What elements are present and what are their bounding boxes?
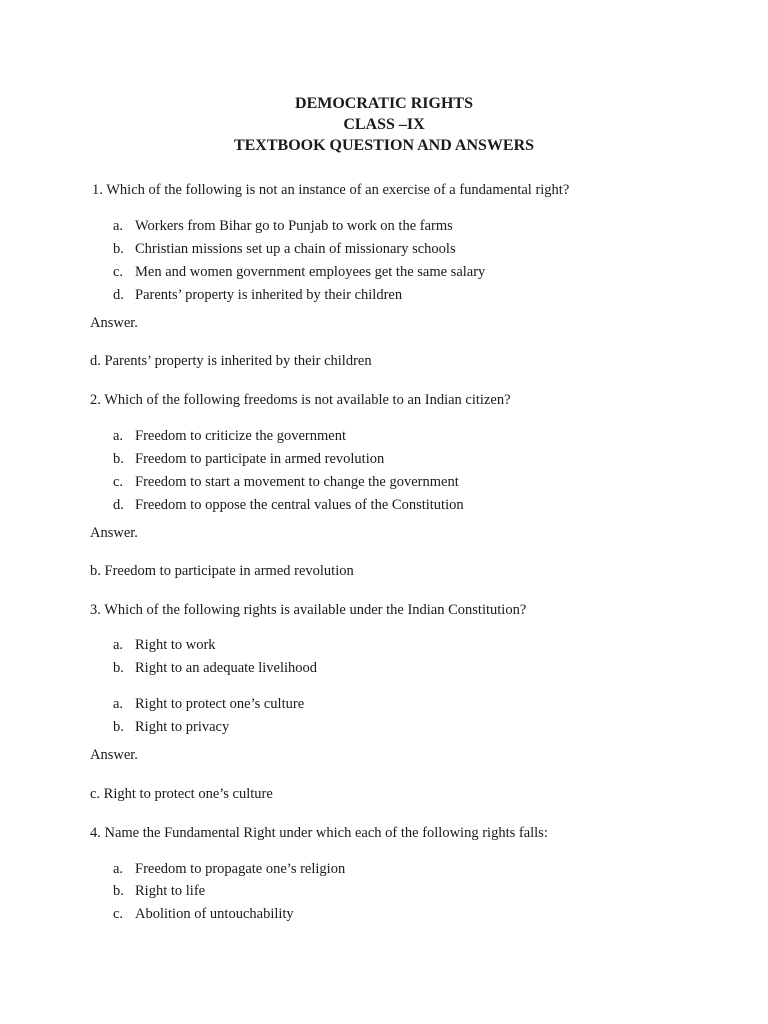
q4-option-c-text: Abolition of untouchability [135, 906, 294, 922]
q2-option-c-letter: c. [113, 474, 124, 490]
title-line-3: TEXTBOOK QUESTION AND ANSWERS [233, 137, 535, 154]
q4-option-a-letter: a. [113, 861, 124, 877]
q2-option-b-letter: b. [113, 451, 124, 467]
q3-option-a-text: Right to work [135, 637, 216, 653]
q2-option-d-letter: d. [113, 497, 124, 513]
question-2: 2. Which of the following freedoms is not available to an Indian citizen? [90, 392, 511, 408]
q3-option-d-text: Right to privacy [135, 719, 230, 735]
q2-answer-label: Answer. [90, 525, 138, 541]
question-1: 1. Which of the following is not an instance of an exercise of a fundamental right? [92, 182, 570, 198]
q2-option-b-text: Freedom to participate in armed revolution [135, 451, 385, 467]
q4-option-a-text: Freedom to propagate one’s religion [135, 861, 346, 877]
q1-option-b-letter: b. [113, 241, 124, 257]
question-3: 3. Which of the following rights is available under the Indian Constitution? [90, 602, 527, 618]
q1-answer: d. Parents’ property is inherited by their children [90, 353, 372, 369]
question-4: 4. Name the Fundamental Right under which each of the following rights falls: [90, 825, 548, 841]
q2-option-d-text: Freedom to oppose the central values of the Constitution [135, 497, 464, 513]
q2-answer: b. Freedom to participate in armed revolution [90, 563, 354, 579]
q3-option-c-letter: a. [113, 696, 124, 712]
q3-answer-label: Answer. [90, 747, 138, 763]
q1-option-c-letter: c. [113, 264, 124, 280]
q3-option-b-text: Right to an adequate livelihood [135, 660, 318, 676]
q3-answer: c. Right to protect one’s culture [90, 786, 273, 802]
q2-option-a-text: Freedom to criticize the government [135, 428, 346, 444]
q1-option-d-letter: d. [113, 287, 124, 303]
q2-option-c-text: Freedom to start a movement to change the government [135, 474, 459, 490]
document-title [0, 93, 768, 156]
q3-option-b-letter: b. [113, 660, 124, 676]
q3-option-d-letter: b. [113, 719, 124, 735]
q1-option-d-text: Parents’ property is inherited by their children [135, 287, 403, 303]
q1-option-a-text: Workers from Bihar go to Punjab to work on the farms [135, 218, 453, 234]
q2-option-a-letter: a. [113, 428, 124, 444]
q4-option-b-letter: b. [113, 883, 124, 899]
q1-option-a-letter: a. [113, 218, 124, 234]
q3-option-c-text: Right to protect one’s culture [135, 696, 305, 712]
q4-option-b-text: Right to life [135, 883, 206, 899]
q4-option-c-letter: c. [113, 906, 124, 922]
q1-option-b-text: Christian missions set up a chain of missionary schools [135, 241, 456, 257]
title-line-1: DEMOCRATIC RIGHTS [295, 95, 473, 112]
title-line-2: CLASS –IX [343, 116, 425, 133]
q1-option-c-text: Men and women government employees get the same salary [135, 264, 486, 280]
q3-option-a-letter: a. [113, 637, 124, 653]
q1-answer-label: Answer. [90, 315, 138, 331]
